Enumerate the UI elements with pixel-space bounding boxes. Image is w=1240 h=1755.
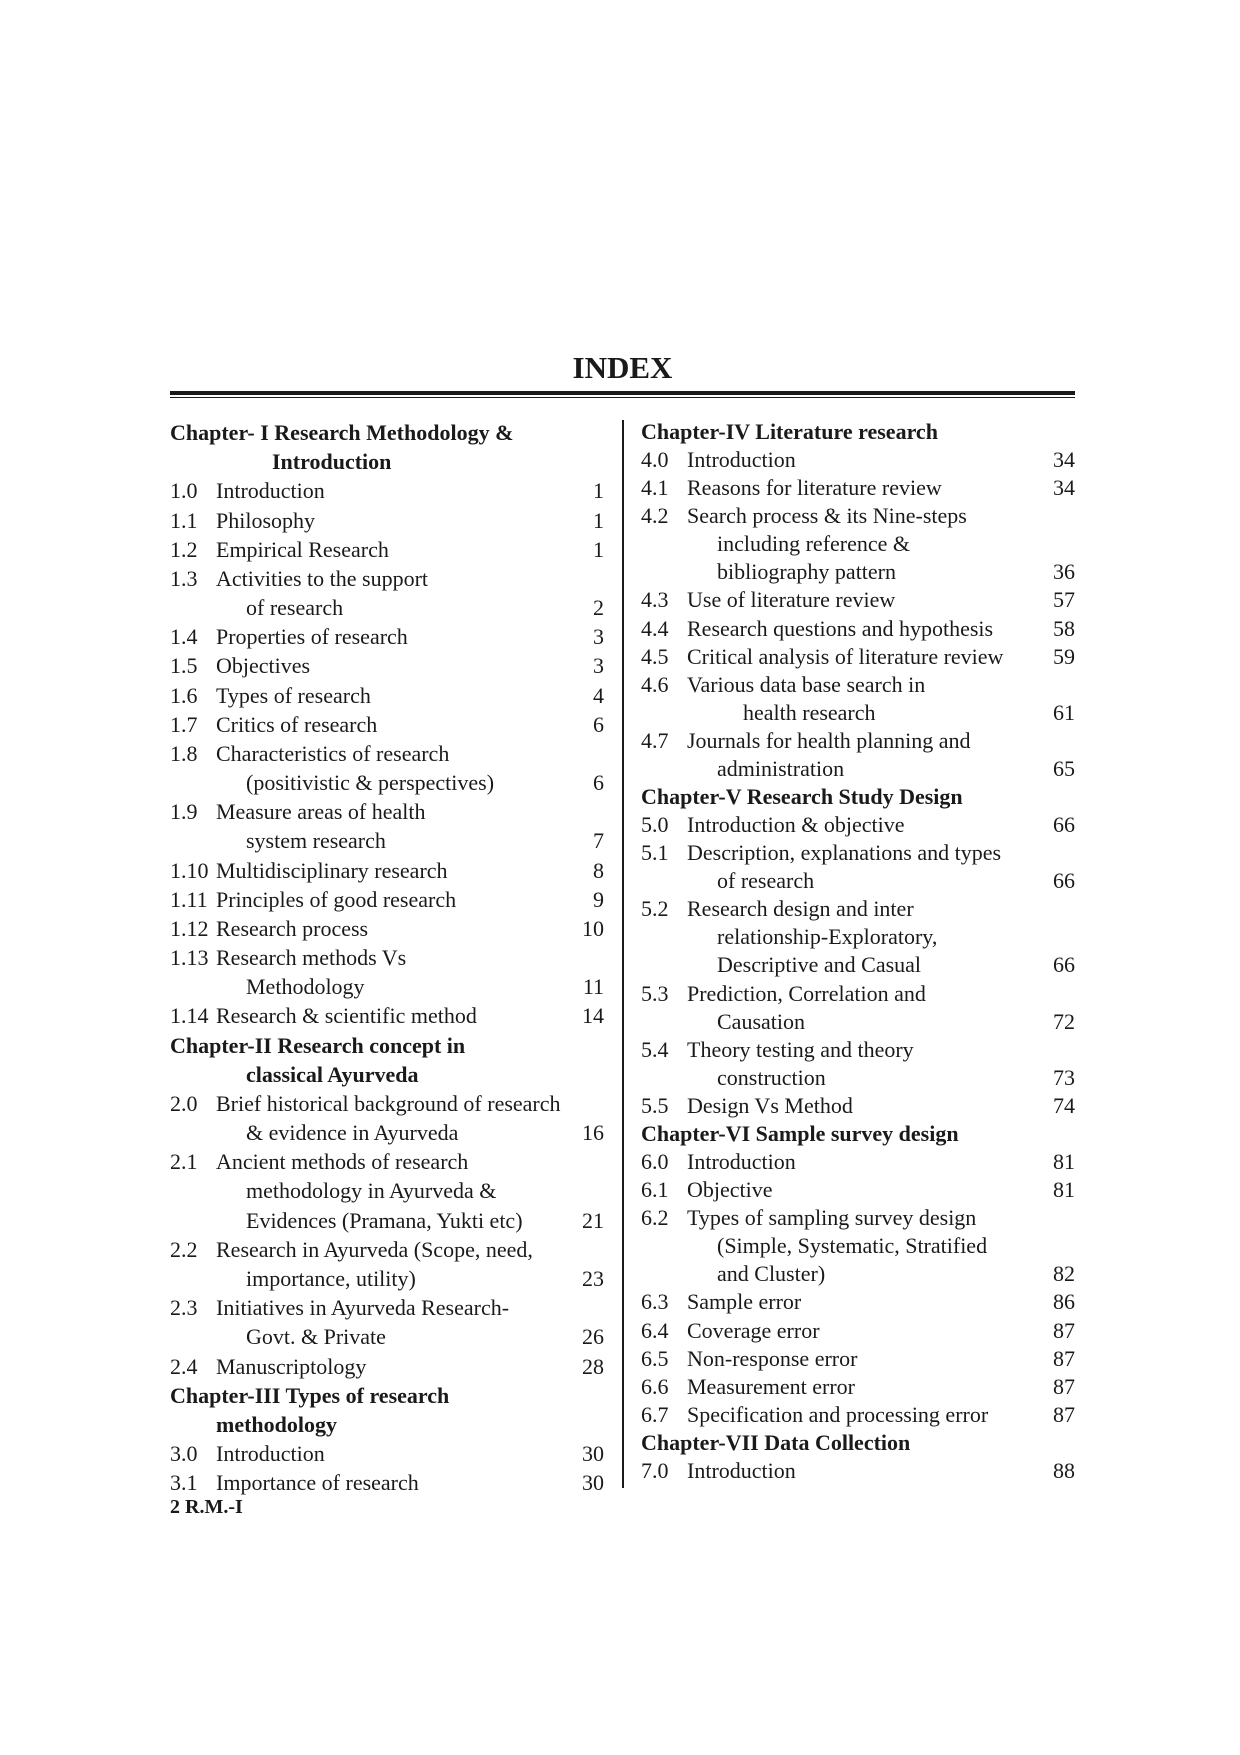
chapter-heading-cont: classical Ayurveda — [246, 1061, 419, 1087]
index-entry: 1.3 Activities to the support — [170, 565, 429, 591]
index-entry: 2.3 Initiatives in Ayurveda Research- — [170, 1295, 510, 1321]
index-entry: 4.7 Journals for health planning and — [641, 727, 971, 753]
index-entry: 4.2 Search process & its Nine-steps — [641, 503, 967, 529]
index-entry: 3.0 Introduction 30 — [170, 1441, 604, 1467]
index-entry-cont: of research 2 — [246, 595, 604, 621]
index-entry: 4.4 Research questions and hypothesis 58 — [641, 615, 1075, 641]
index-entry: 6.4 Coverage error 87 — [641, 1317, 1075, 1343]
index-entry-cont: & evidence in Ayurveda 16 — [246, 1120, 604, 1146]
index-entry: 6.7 Specification and processing error 87 — [641, 1401, 1075, 1427]
index-entry-cont: relationship-Exploratory, — [717, 924, 938, 950]
chapter-heading: Chapter-III Types of research — [170, 1382, 450, 1408]
index-entry: 1.2 Empirical Research 1 — [170, 536, 604, 562]
index-entry: 1.9 Measure areas of health — [170, 799, 426, 825]
title-rule-thin — [170, 397, 1075, 398]
index-entry: 6.6 Measurement error 87 — [641, 1373, 1075, 1399]
index-entry: 5.4 Theory testing and theory — [641, 1036, 914, 1062]
index-entry: 6.5 Non-response error 87 — [641, 1345, 1075, 1371]
index-entry-cont: Govt. & Private 26 — [246, 1324, 604, 1350]
page-footer: 2 R.M.-I — [170, 1496, 243, 1518]
index-entry: 6.3 Sample error 86 — [641, 1289, 1075, 1315]
column-divider — [622, 420, 624, 1488]
index-entry: 2.2 Research in Ayurveda (Scope, need, — [170, 1236, 533, 1262]
chapter-heading: Chapter-II Research concept in — [170, 1032, 466, 1058]
index-entry: 4.3 Use of literature review 57 — [641, 587, 1075, 613]
index-entry: 4.5 Critical analysis of literature review 59 — [641, 643, 1075, 669]
index-entry: 5.1 Description, explanations and types — [641, 840, 1002, 866]
index-entry: 6.2 Types of sampling survey design — [641, 1205, 977, 1231]
index-entry-cont: administration 65 — [717, 755, 1075, 781]
index-entry: 5.5 Design Vs Method 74 — [641, 1092, 1075, 1118]
index-entry: 5.3 Prediction, Correlation and — [641, 980, 926, 1006]
chapter-heading: Chapter-V Research Study Design — [641, 784, 963, 810]
index-entry: 4.0 Introduction 34 — [641, 447, 1075, 473]
index-entry: 5.0 Introduction & objective 66 — [641, 812, 1075, 838]
index-entry-cont: health research 61 — [743, 699, 1075, 725]
index-entry-cont: (positivistic & perspectives) 6 — [246, 770, 604, 796]
index-entry-cont: Descriptive and Casual 66 — [717, 952, 1075, 978]
index-entry: 1.6 Types of research 4 — [170, 682, 604, 708]
page-title: INDEX — [572, 350, 673, 385]
index-column-left — [170, 418, 604, 1497]
index-entry: 6.1 Objective 81 — [641, 1177, 1075, 1203]
index-entry-cont: Evidences (Pramana, Yukti etc) 21 — [246, 1207, 604, 1233]
index-entry-cont: and Cluster) 82 — [717, 1261, 1075, 1287]
index-entry-cont: Causation 72 — [717, 1008, 1075, 1034]
chapter-heading-cont: methodology — [216, 1411, 337, 1437]
chapter-heading: Chapter- I Research Methodology & — [170, 420, 514, 445]
index-entry-cont: methodology in Ayurveda & — [246, 1178, 497, 1204]
index-entry-cont: system research 7 — [246, 828, 604, 854]
index-entry: 3.1 Importance of research 30 — [170, 1470, 604, 1496]
index-entry: 1.7 Critics of research 6 — [170, 711, 604, 737]
index-entry: 1.13 Research methods Vs — [170, 945, 407, 971]
chapter-heading: Chapter-VII Data Collection — [641, 1429, 911, 1455]
title-rule-thick — [170, 391, 1075, 395]
index-column-right — [641, 418, 1075, 1485]
index-entry-cont: of research 66 — [717, 868, 1075, 894]
index-entry: 1.5 Objectives 3 — [170, 653, 604, 679]
index-entry: 2.1 Ancient methods of research — [170, 1149, 469, 1175]
index-entry-cont: including reference & — [717, 531, 911, 557]
index-entry: 2.0 Brief historical background of research — [170, 1090, 561, 1116]
index-entry: 1.4 Properties of research 3 — [170, 624, 604, 650]
index-entry: 1.14 Research & scientific method 14 — [170, 1003, 604, 1029]
index-entry: 7.0 Introduction 88 — [641, 1457, 1075, 1483]
index-entry: 6.0 Introduction 81 — [641, 1149, 1075, 1175]
index-entry-cont: construction 73 — [717, 1064, 1075, 1090]
index-entry: 2.4 Manuscriptology 28 — [170, 1353, 604, 1379]
index-entry-cont: importance, utility) 23 — [246, 1265, 604, 1291]
index-entry-cont: Methodology 11 — [246, 974, 604, 1000]
index-entry: 1.12 Research process 10 — [170, 915, 604, 941]
index-entry-cont: bibliography pattern 36 — [717, 559, 1075, 585]
index-entry: 1.8 Characteristics of research — [170, 740, 450, 766]
index-entry: 1.0 Introduction 1 — [170, 478, 604, 504]
index-entry: 1.10 Multidisciplinary research 8 — [170, 857, 604, 883]
index-entry: 5.2 Research design and inter — [641, 896, 914, 922]
index-entry: 1.1 Philosophy 1 — [170, 507, 604, 533]
chapter-heading: Chapter-VI Sample survey design — [641, 1120, 959, 1146]
index-entry: 4.6 Various data base search in — [641, 671, 926, 697]
index-entry-cont: (Simple, Systematic, Stratified — [717, 1233, 988, 1259]
index-entry: 1.11 Principles of good research 9 — [170, 886, 604, 912]
chapter-heading: Chapter-IV Literature research — [641, 419, 938, 444]
chapter-heading-cont: Introduction — [272, 449, 392, 475]
index-entry: 4.1 Reasons for literature review 34 — [641, 475, 1075, 501]
